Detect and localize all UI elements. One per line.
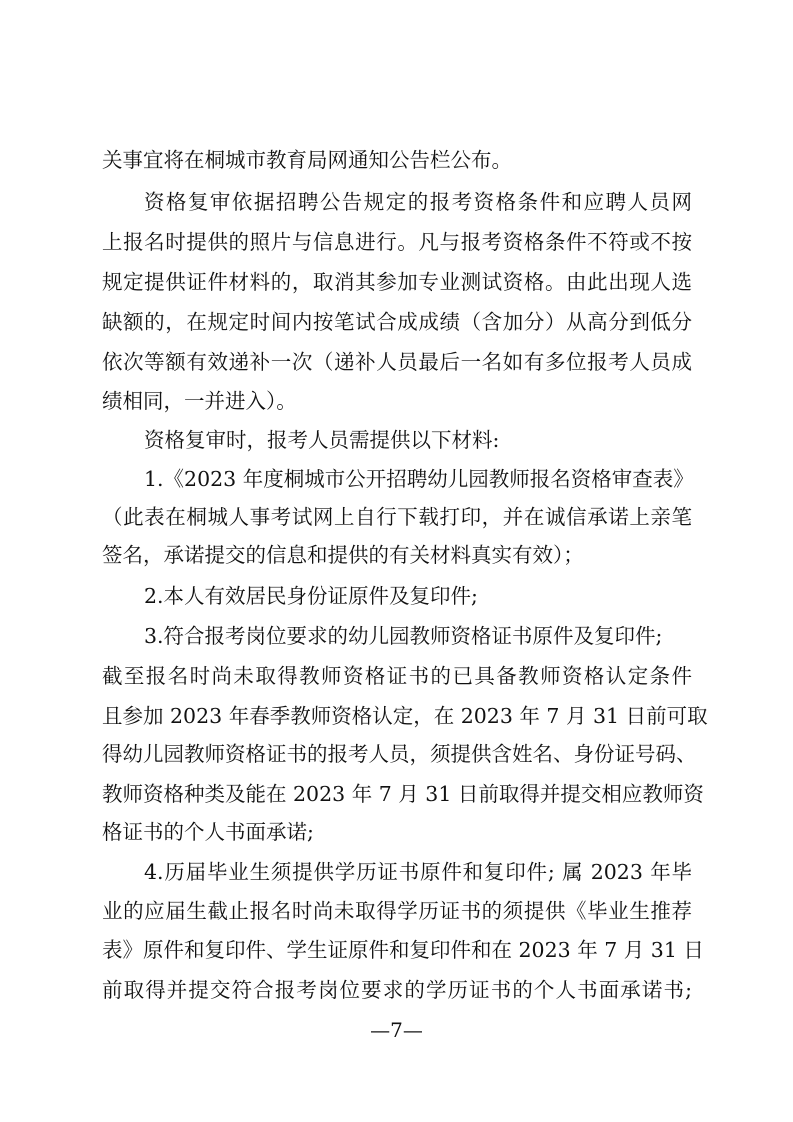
paragraph-line: 依次等额有效递补一次（递补人员最后一名如有多位报考人员成 [102,350,692,374]
paragraph-line: 缺额的，在规定时间内按笔试合成成绩（含加分）从高分到低分 [102,310,692,334]
paragraph-line: 格证书的个人书面承诺; [102,820,314,844]
paragraph-line: 绩相同，一并进入）。 [102,389,297,413]
paragraph-line: 上报名时提供的照片与信息进行。凡与报考资格条件不符或不按 [102,230,692,254]
paragraph-line: 关事宜将在桐城市教育局网通知公告栏公布。 [102,148,512,172]
paragraph-line: 前取得并提交符合报考岗位要求的学历证书的个人书面承诺书; [102,978,692,1002]
paragraph-line: 且参加 2023 年春季教师资格认定，在 2023 年 7 月 31 日前可取 [102,704,708,728]
paragraph-line: 资格复审时，报考人员需提供以下材料: [144,428,500,452]
paragraph-line: 2.本人有效居民身份证原件及复印件; [144,584,478,608]
paragraph-line: 签名，承诺提交的信息和提供的有关材料真实有效）； [102,543,584,567]
paragraph-line: 1.《2023 年度桐城市公开招聘幼儿园教师报名资格审查表》 [144,467,694,491]
page-number: —7— [370,1018,423,1042]
paragraph-line: 3.符合报考岗位要求的幼儿园教师资格证书原件及复印件; [144,624,663,648]
paragraph-line: 规定提供证件材料的，取消其参加专业测试资格。由此出现人选 [102,270,692,294]
paragraph-line: 业的应届生截止报名时尚未取得学历证书的须提供《毕业生推荐 [102,899,692,923]
paragraph-line: 资格复审依据招聘公告规定的报考资格条件和应聘人员网 [144,190,692,214]
paragraph-line: 教师资格种类及能在 2023 年 7 月 31 日前取得并提交相应教师资 [102,782,704,806]
paragraph-line: 4.历届毕业生须提供学历证书原件和复印件; 属 2023 年毕 [144,860,692,884]
paragraph-line: 截至报名时尚未取得教师资格证书的已具备教师资格认定条件 [102,664,692,688]
paragraph-line: （此表在桐城人事考试网上自行下载打印，并在诚信承诺上亲笔 [102,505,692,529]
paragraph-line: 表》原件和复印件、学生证原件和复印件和在 2023 年 7 月 31 日 [102,938,704,962]
paragraph-line: 得幼儿园教师资格证书的报考人员，须提供含姓名、身份证号码、 [102,742,697,766]
